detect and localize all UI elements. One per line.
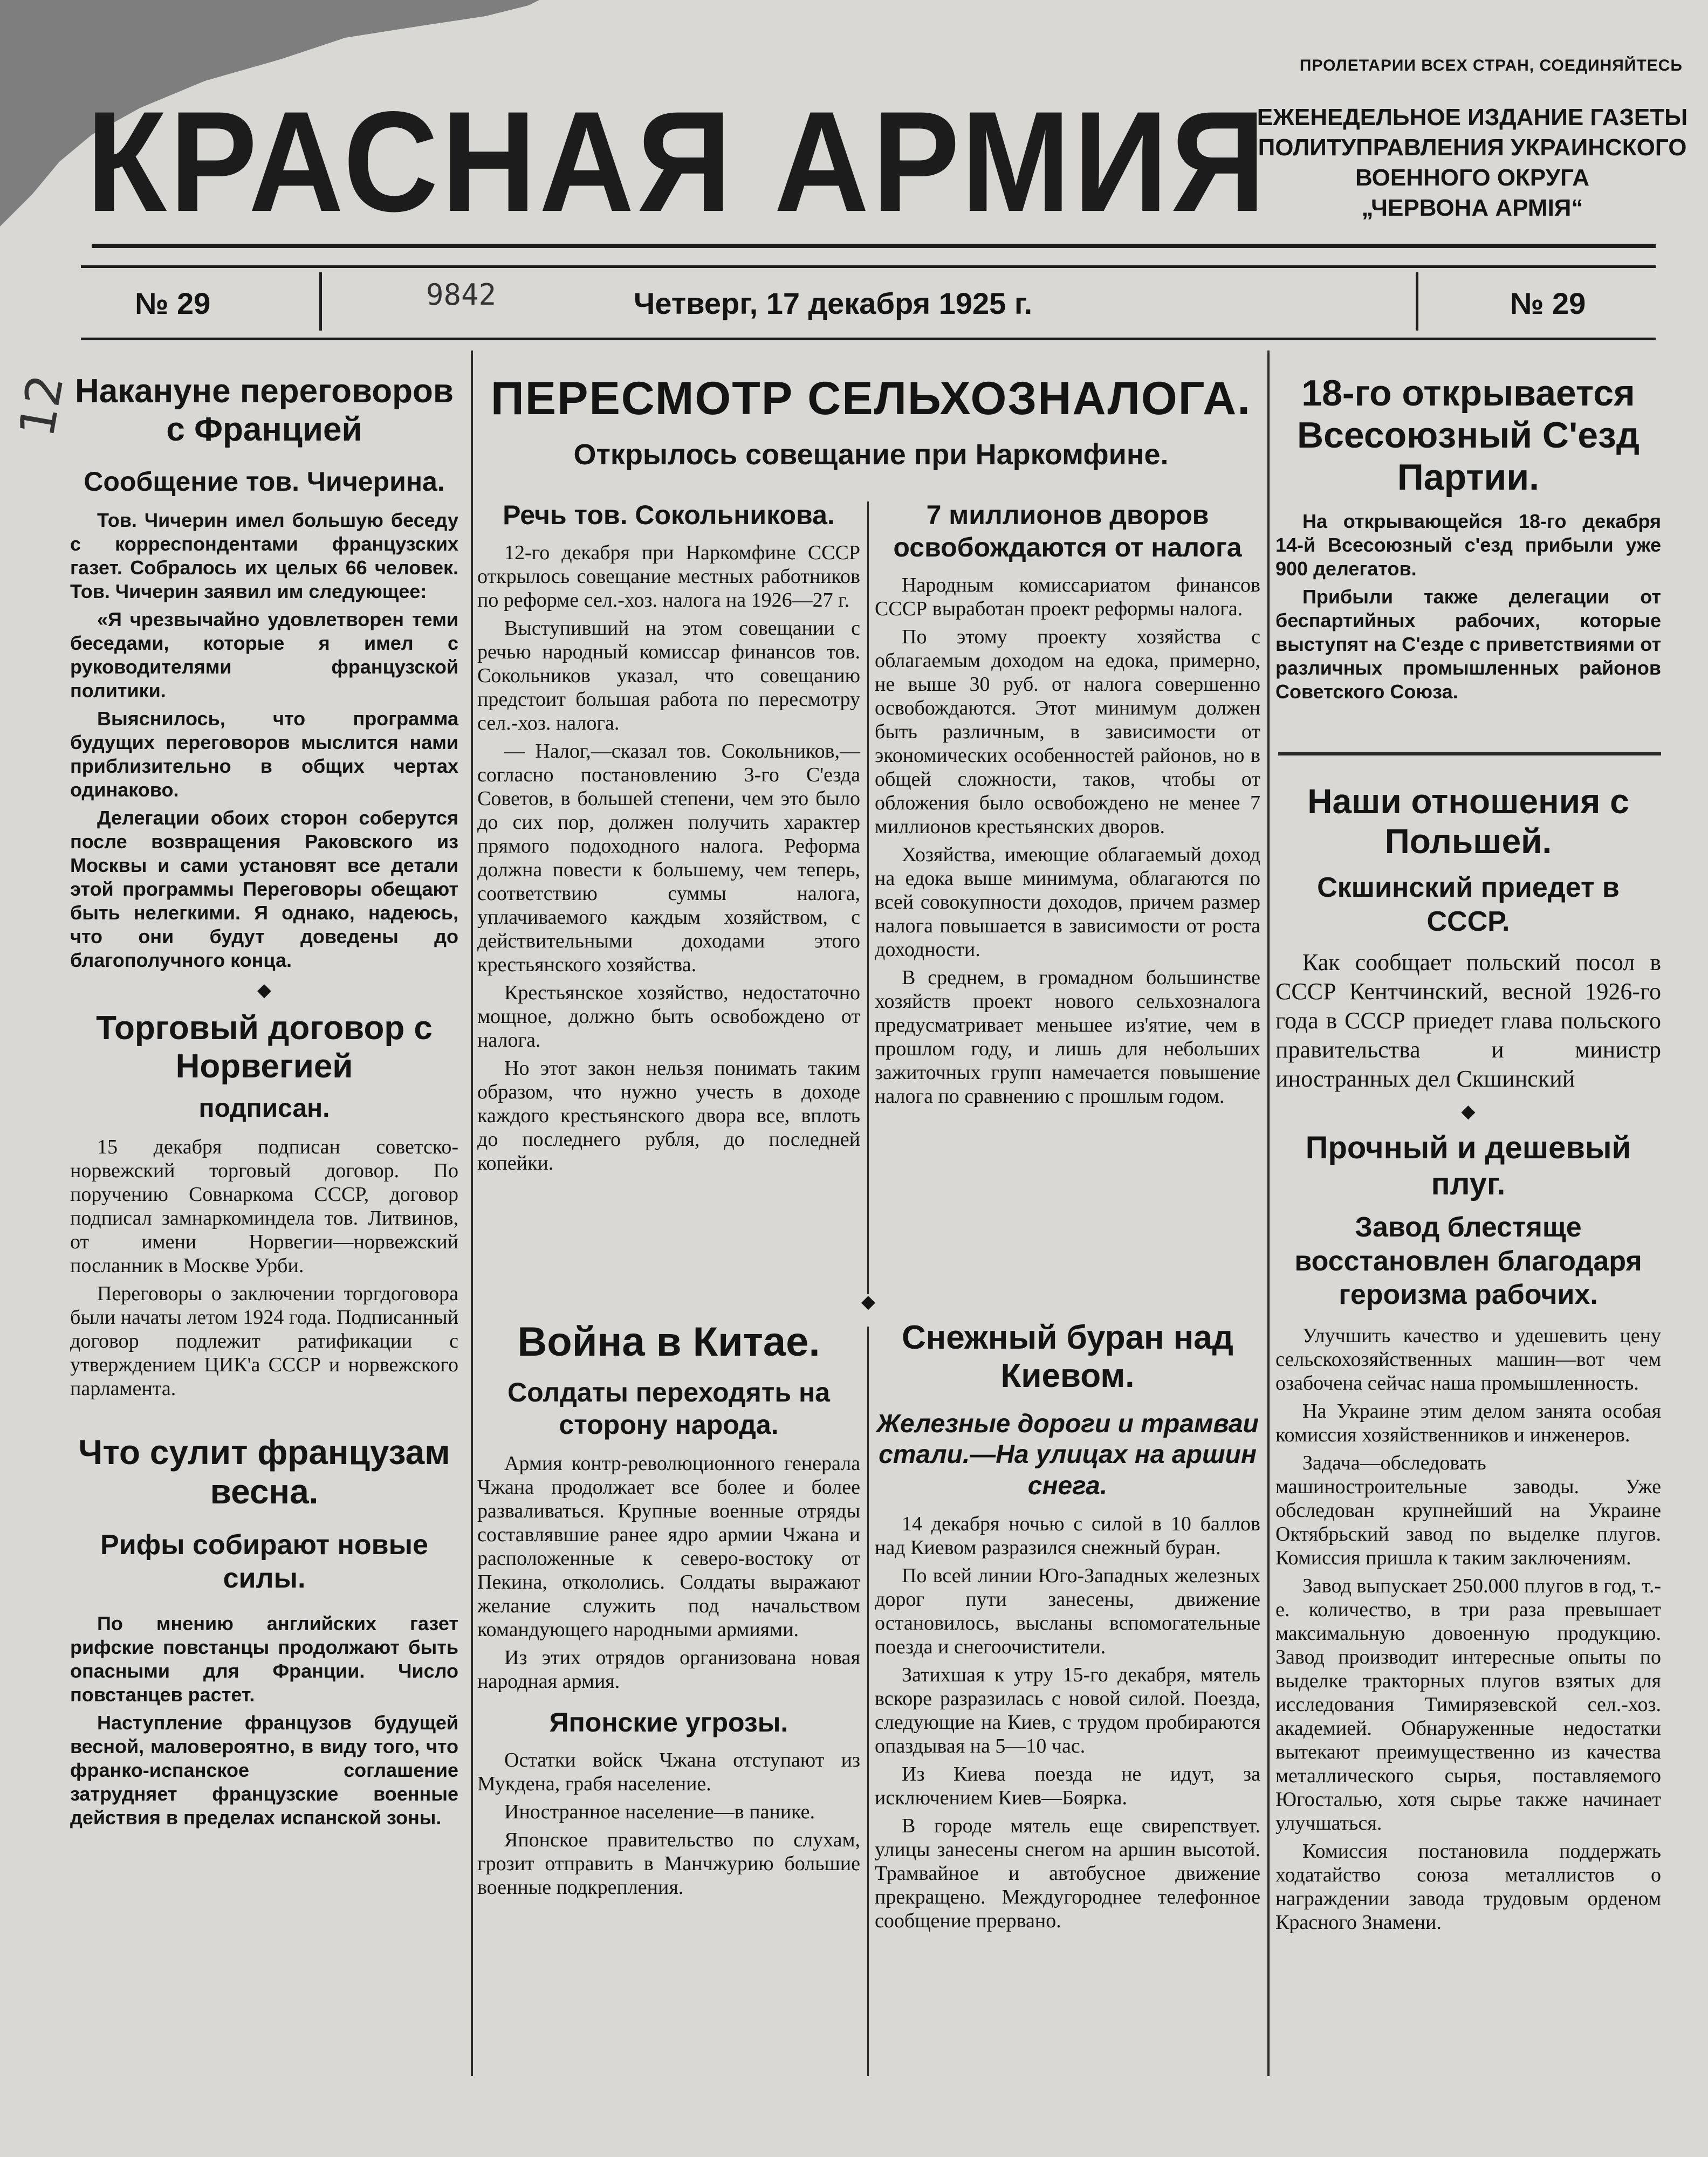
- ornament-separator: ◆: [861, 1292, 876, 1312]
- paragraph: Крестьянское хозяйство, недостаточно мощное, должно быть освобождено от налога.: [477, 981, 860, 1052]
- paragraph: Переговоры о заключении торгдоговора были начаты летом 1924 года. Подписанный договор подлежит ратификации с утверждением ЦИК'а СССР и норвежского парламента.: [70, 1282, 458, 1400]
- column-rule: [471, 351, 473, 2076]
- paragraph: На Украине этим делом занята особая комиссия хозяйственников и инженеров.: [1275, 1399, 1661, 1446]
- paragraph: Из Киева поезда не идут, за исключением Киев—Боярка.: [875, 1763, 1260, 1810]
- article-headline: Снежный буран над Киевом.: [901, 1319, 1234, 1395]
- paragraph: На открывающейся 18-го декабря 14-й Всесоюзный с'езд прибыли уже 900 делегатов.: [1275, 510, 1661, 580]
- ornament-separator: ◆: [1461, 1101, 1476, 1122]
- paragraph: 14 декабря ночью с силой в 10 баллов над Киевом разразился снежный буран.: [875, 1513, 1260, 1560]
- article-headline: Японские угрозы.: [549, 1707, 788, 1738]
- subinfo-line: ПОЛИТУПРАВЛЕНИЯ УКРАИНСКОГО: [1258, 134, 1687, 161]
- article-headline: Прочный и дешевый плуг.: [1305, 1130, 1631, 1201]
- paragraph: Но этот закон нельзя понимать таким образом, что нужно учесть в доходе каждого крестьянского двора все, вплоть до последнего рубля, до последней копейки.: [477, 1057, 860, 1174]
- paragraph: В среднем, в громадном большинстве хозяйств проект нового сельхозналога предусматривает меньшее из'ятие, чем в прошлом году, и лишь для небольших зажиточных групп намечается повышение налога по сравнению с прошлым годом.: [875, 966, 1260, 1108]
- issue-number-right: № 29: [1510, 286, 1586, 320]
- article-headline: 7 миллионов дворов освобождаются от налога: [893, 500, 1242, 562]
- paragraph: «Я чрезвычайно удовлетворен теми беседами, которые я имел с руководителями французской политики.: [70, 608, 458, 702]
- article-headline: Наши отношения с Польшей.: [1307, 782, 1629, 861]
- right-column-lower: [1275, 782, 1661, 1939]
- article-subheadline: Сообщение тов. Чичерина.: [84, 466, 445, 497]
- paragraph: По всей линии Юго-Западных железных дорог пути занесены, движение остановилось, высланы вспомогательные поезда и снегоочистители.: [875, 1564, 1260, 1659]
- paragraph: 15 декабря подписан советско-норвежский торговый договор. По поручению Совнаркома СССР, договор подписал замнаркоминдела тов. Литвинов, от имени Норвегии—норвежский посланник в Москве Урби.: [70, 1135, 458, 1277]
- paragraph: Завод выпускает 250.000 плугов в год, т.-е. количество, в три раза превышает максимальную довоенную продукцию. Завод производит интересные опыты по выделке тракторных плугов взятых для исследования Тимирязевской сел.-хоз. академией. Обнаруженные недостатки вытекают преимущественно из качества металлического сырья, поставляемого Югосталью, хотя сырье также начинает улучшаться.: [1275, 1574, 1661, 1835]
- article-body: [477, 1748, 860, 1899]
- masthead-subinfo: [1257, 102, 1688, 223]
- paragraph: Задача—обследовать машиностроительные заводы. Уже обследован крупнейший на Украине Октябрьский завод по выделке плугов. Комиссия пришла к таким заключениям.: [1275, 1451, 1661, 1569]
- main-subheadline: Открылось совещание при Наркомфине.: [573, 438, 1169, 471]
- center-header: [483, 372, 1259, 472]
- archive-stamp: 9842: [426, 278, 497, 312]
- article-body: [1275, 510, 1661, 704]
- main-headline: ПЕРЕСМОТР СЕЛЬХОЗНАЛОГА.: [490, 373, 1252, 424]
- article-body: [477, 1452, 860, 1693]
- article-headline: Речь тов. Сокольникова.: [503, 500, 835, 530]
- subinfo-line: ВОЕННОГО ОКРУГА: [1355, 164, 1589, 191]
- article-headline: Что сулит французам весна.: [78, 1432, 450, 1512]
- column-rule: [867, 1327, 869, 2076]
- paragraph: Делегации обоих сторон соберутся после возвращения Раковского из Москвы и сами установят все детали этой программы Переговоры обещают быть нелегкими. Я однако, надеюсь, что они будут доведены до благополучного конца.: [70, 806, 458, 971]
- right-column: [1275, 372, 1661, 708]
- subinfo-line: ЕЖЕНЕДЕЛЬНОЕ ИЗДАНИЕ ГАЗЕТЫ: [1257, 104, 1688, 130]
- left-column: [70, 345, 458, 1834]
- ornament-separator: ◆: [257, 980, 272, 1000]
- paragraph: По этому проекту хозяйства с облагаемым доходом на едока, примерно, не выше 30 руб. от налога совершенно освобождаются. Этот минимум должен быть различным, в зависимости от экономических особенностей районов, но в общей сложности, таков, чтобы от обложения было освобождено не менее 7 миллионов крестьянских дворов.: [875, 626, 1260, 838]
- article-body: [70, 509, 458, 972]
- article-subheadline: Завод блестяще восстановлен благодаря героизма рабочих.: [1294, 1212, 1642, 1311]
- paragraph: Тов. Чичерин имел большую беседу с корреспондентами французских газет. Собралось их целых 66 человек. Тов. Чичерин заявил им следующее:: [70, 509, 458, 602]
- article-body: [70, 1612, 458, 1830]
- paragraph: Из этих отрядов организована новая народная армия.: [477, 1646, 860, 1693]
- paragraph: Прибыли также делегации от беспартийных рабочих, которые выступят на С'езде с приветствиями от различных промышленных районов Советского Союза.: [1275, 585, 1661, 703]
- article-body: [1275, 948, 1661, 1094]
- paragraph: Улучшить качество и удешевить цену сельскохозяйственных машин—вот чем озабочена сейчас наша промышленность.: [1275, 1324, 1661, 1395]
- article-subheadline: подписан.: [198, 1094, 330, 1123]
- article-subheadline: Солдаты переходять на сторону народа.: [507, 1377, 830, 1440]
- column-rule: [1267, 351, 1270, 2076]
- article-body: [1275, 1324, 1661, 1934]
- center-lower-right-column: [875, 1318, 1260, 1937]
- center-lower-left-column: [477, 1318, 860, 1904]
- center-left-column: [477, 499, 860, 1179]
- article-body: [477, 541, 860, 1175]
- masthead-slogan: ПРОЛЕТАРИИ ВСЕХ СТРАН, СОЕДИНЯЙТЕСЬ: [1299, 57, 1683, 74]
- subinfo-line: „ЧЕРВОНА АРМІЯ“: [1361, 195, 1583, 221]
- paragraph: — Налог,—сказал тов. Сокольников,—согласно постановлению 3-го С'езда Советов, в большей степени, чем это было до сих пор, должен получить характер прямого подоходного налога. Реформа должна повести к большему, чем теперь, соответствию суммы налога, уплачиваемого каждым хозяйством, с действительными доходами этого крестьянского хозяйства.: [477, 740, 860, 976]
- dateline-top-rule: [81, 265, 1656, 268]
- paragraph: Наступление французов будущей весной, маловероятно, в виду того, что франко-испанское соглашение затрудняет французские военные действия в пределах испанской зоны.: [70, 1711, 458, 1829]
- handwritten-margin-note: 12: [8, 370, 75, 442]
- paragraph: Выяснилось, что программа будущих переговоров мыслится нами приблизительно в общих чертах одинаково.: [70, 707, 458, 801]
- paragraph: Комиссия постановила поддержать ходатайство союза металлистов о награждении завода трудовым орденом Красного Знамени.: [1275, 1839, 1661, 1934]
- issue-date: Четверг, 17 декабря 1925 г.: [634, 286, 1033, 320]
- article-subheadline: Скшинский приедет в СССР.: [1317, 872, 1620, 937]
- dateline-divider: [1416, 272, 1418, 331]
- paragraph: В городе мятель еще свирепствует. улицы занесены снегом на аршин высотой. Трамвайное и автобусное движение прекращено. Междугороднее телефонное сообщение прервано.: [875, 1815, 1260, 1933]
- issue-number-left: № 29: [135, 286, 211, 320]
- article-body: [70, 1135, 458, 1400]
- section-rule: [1278, 752, 1661, 755]
- masthead-rule: [92, 244, 1656, 248]
- article-body: [875, 1512, 1260, 1933]
- article-subheadline: Рифы собирают новые силы.: [100, 1529, 428, 1595]
- paragraph: Хозяйства, имеющие облагаемый доход на едока выше минимума, облагаются по всей совокупности доходов, причем размер налога повышается в зависимости от роста доходности.: [875, 843, 1260, 961]
- dateline-bottom-rule: [81, 338, 1656, 340]
- paragraph: Выступивший на этом совещании с речью народный комиссар финансов тов. Сокольников указал, что совещанию предстоит большая работа по пересмотру сел.-хоз. налога.: [477, 617, 860, 734]
- article-headline: Накануне переговоров с Францией: [74, 373, 454, 449]
- paragraph: Затихшая к утру 15-го декабря, мятель вскоре разразилась с новой силой. Поезда, следующие на Киев, с трудом пробираются опаздывая на 5—10 час.: [875, 1664, 1260, 1758]
- center-right-column: [875, 499, 1260, 1112]
- paragraph: Остатки войск Чжана отступают из Мукдена, грабя население.: [477, 1749, 860, 1796]
- article-headline: 18-го открывается Всесоюзный С'езд Партии.: [1297, 373, 1640, 498]
- article-headline: Торговый договор с Норвегией: [96, 1009, 433, 1085]
- article-body: [875, 573, 1260, 1108]
- paragraph: Армия контр-революционного генерала Чжана продолжает все более и более разваливаться. Крупные военные отряды составлявшие ранее ядро армии Чжана и расположенные к северо-востоку от Пекина, откололись. Солдаты выражают желание служить под начальством командующего народными армиями.: [477, 1452, 860, 1641]
- dateline-divider: [319, 272, 322, 331]
- article-headline: Война в Китае.: [517, 1319, 820, 1365]
- paragraph: Японское правительство по слухам, грозит отправить в Манчжурию большие военные подкрепления.: [477, 1829, 860, 1899]
- paragraph: По мнению английских газет рифские повстанцы продолжают быть опасными для Франции. Число повстанцев растет.: [70, 1612, 458, 1706]
- paragraph: Как сообщает польский посол в СССР Кентчинский, весной 1926-го года в СССР приедет глава польского правительства и министр иностранных дел Скшинский: [1275, 949, 1661, 1092]
- column-rule: [867, 502, 869, 1294]
- paragraph: Иностранное население—в панике.: [504, 1801, 815, 1824]
- paragraph: 12-го декабря при Наркомфине СССР открылось совещание местных работников по реформе сел.-хоз. налога на 1926—27 г.: [477, 541, 860, 612]
- article-subheadline: Железные дороги и трамваи стали.—На улицах на аршин снега.: [876, 1409, 1259, 1500]
- paragraph: Народным комиссариатом финансов СССР выработан проект реформы налога.: [875, 574, 1260, 620]
- masthead-title: КРАСНАЯ АРМИЯ: [86, 82, 1268, 242]
